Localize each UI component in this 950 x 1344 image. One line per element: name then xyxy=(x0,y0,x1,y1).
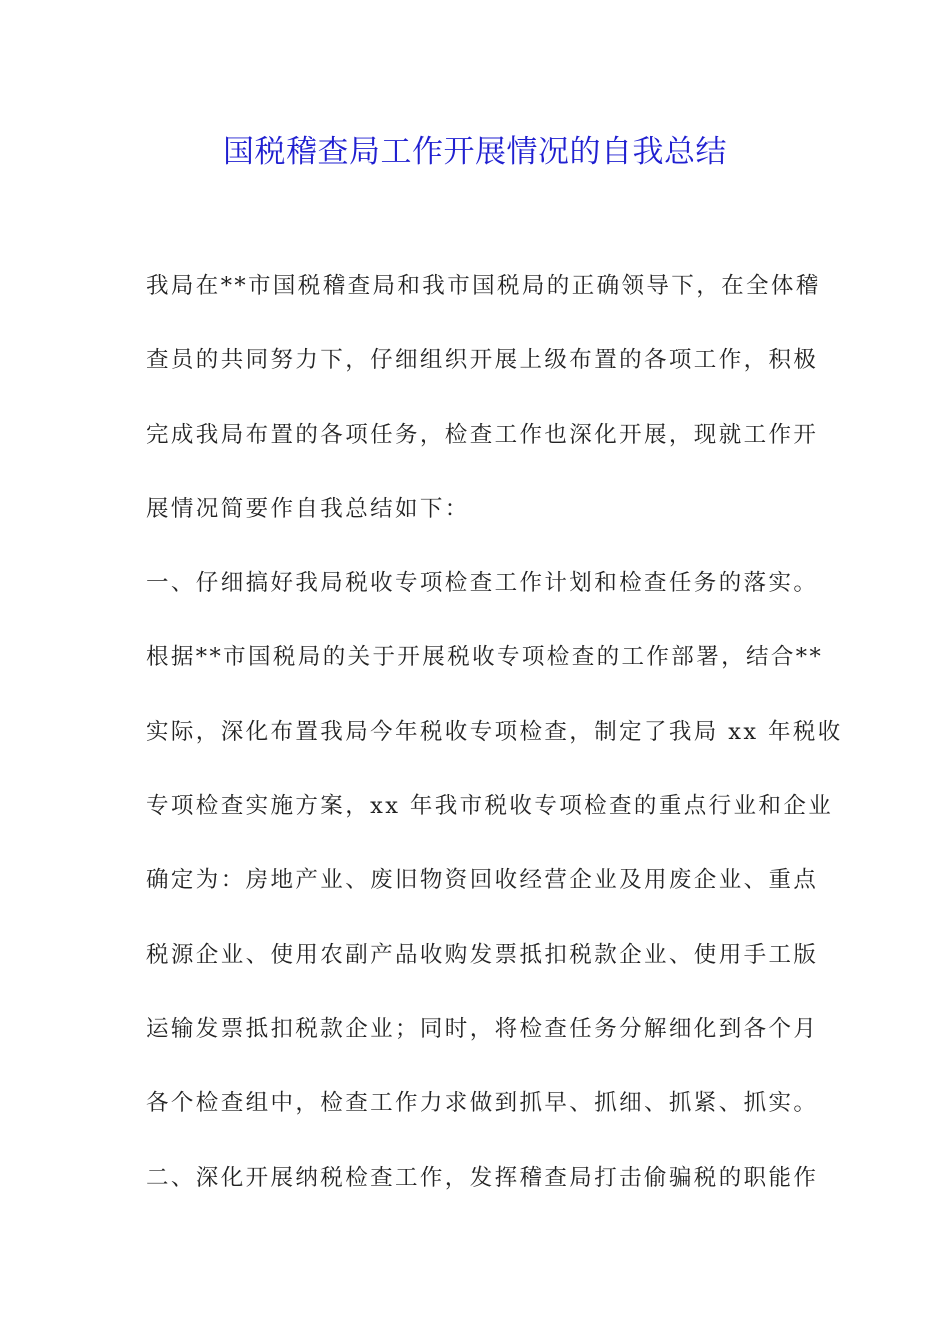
section-heading-2: 二、深化开展纳税检查工作，发挥稽查局打击偷骗税的职能作 xyxy=(146,1164,819,1191)
text-line-8: 专项检查实施方案，xx 年我市税收专项检查的重点行业和企业 xyxy=(146,793,834,820)
text-line-12: 各个检查组中，检查工作力求做到抓早、抓细、抓紧、抓实。 xyxy=(146,1090,819,1117)
section-heading-1: 一、仔细搞好我局税收专项检查工作计划和检查任务的落实。 xyxy=(146,570,819,597)
text-line-2: 查员的共同努力下，仔细组织开展上级布置的各项工作，积极 xyxy=(146,347,819,374)
document-title: 国税稽查局工作开展情况的自我总结 xyxy=(223,134,727,170)
text-line-11: 运输发票抵扣税款企业；同时，将检查任务分解细化到各个月 xyxy=(146,1015,819,1042)
text-line-9: 确定为：房地产业、废旧物资回收经营企业及用废企业、重点 xyxy=(146,867,819,894)
text-line-3: 完成我局布置的各项任务，检查工作也深化开展，现就工作开 xyxy=(146,421,819,448)
text-line-4: 展情况简要作自我总结如下： xyxy=(146,495,470,522)
text-line-7: 实际，深化布置我局今年税收专项检查，制定了我局 xx 年税收 xyxy=(146,718,843,745)
text-line-6: 根据**市国税局的关于开展税收专项检查的工作部署，结合** xyxy=(146,644,824,671)
text-line-10: 税源企业、使用农副产品收购发票抵扣税款企业、使用手工版 xyxy=(146,941,819,968)
text-line-1: 我局在**市国税稽查局和我市国税局的正确领导下，在全体稽 xyxy=(146,273,821,299)
document-body xyxy=(146,262,843,1228)
